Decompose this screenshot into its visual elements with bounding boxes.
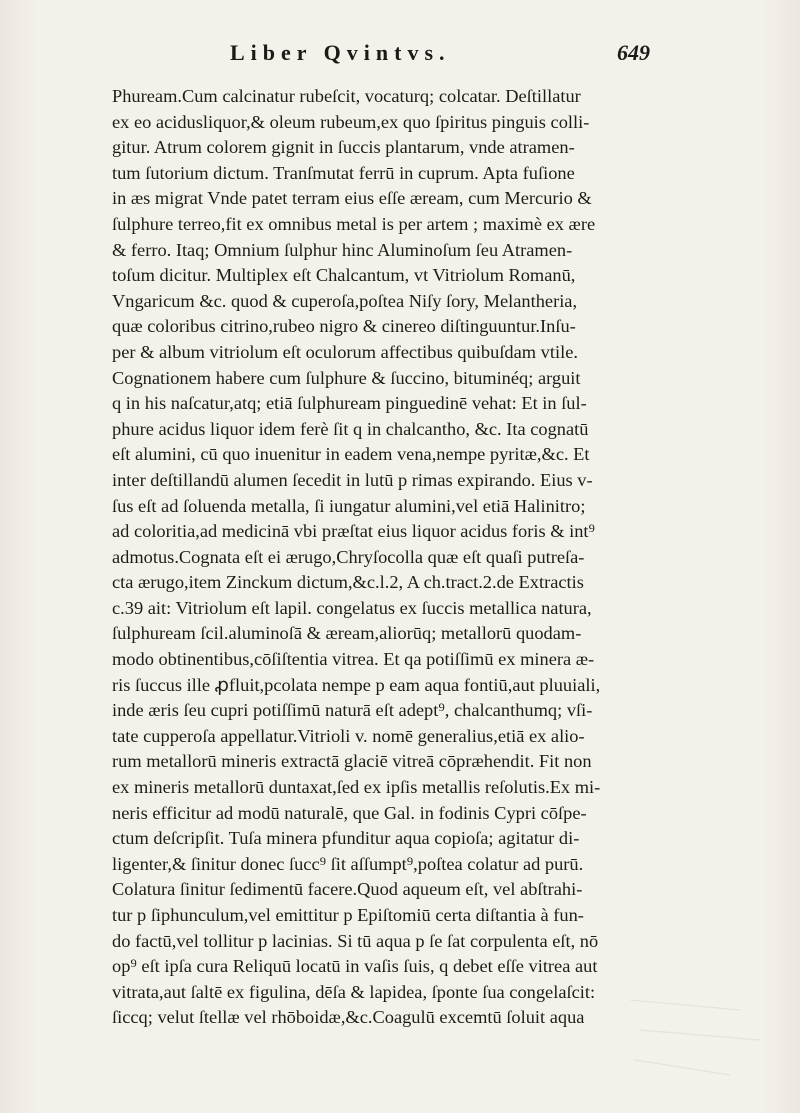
text-line: tur p ſiphunculum,vel emittitur p Epiſtomiū certa diſtantia à fun- — [112, 905, 584, 925]
text-line: rum metallorū mineris extractā glaciē vitreā cōpræhendit. Fit non — [112, 751, 592, 772]
text-line: & ferro. Itaq; Omnium ſulphur hinc Aluminoſum ſeu Atramen- — [112, 239, 573, 260]
text-line: ligenter,& ſinitur donec ſucc⁹ ſit aſſumpt⁹,poſtea colatur ad purū. — [112, 853, 584, 874]
text-line: admotus.Cognata eſt ei ærugo,Chryſocolla quæ eſt quaſi putreſa- — [112, 546, 585, 567]
running-head-title: Liber Qvintvs. — [230, 40, 451, 65]
text-line: eſt alumini, cū quo inuenitur in eadem vena,nempe pyritæ,&c. Et — [112, 444, 590, 465]
text-line: Cognationem habere cum ſulphure & ſuccino, bituminéq; arguit — [112, 367, 581, 388]
text-line: modo obtinentibus,cōſiſtentia vitrea. Et qa potiſſimū ex minera æ- — [112, 649, 595, 670]
show-through-marks — [620, 980, 770, 1090]
running-head — [230, 40, 650, 76]
text-line: quæ coloribus citrino,rubeo nigro & cinereo diſtinguuntur.Inſu- — [112, 316, 576, 337]
text-line: per & album vitriolum eſt oculorum affectibus quibuſdam vtile. — [112, 341, 578, 362]
text-line: in æs migrat Vnde patet terram eius eſſe æream, cum Mercurio & — [112, 188, 592, 209]
text-line: tum ſutorium dictum. Tranſmutat ferrū in cuprum. Apta fuſione — [112, 162, 575, 183]
text-line: ſulphuream ſcil.aluminoſā & æream,aliorūq; metallorū quodam- — [112, 623, 582, 644]
text-line: Phuream.Cum calcinatur rubeſcit, vocaturq; colcatar. Deſtillatur — [112, 86, 581, 106]
page-number: 649 — [617, 40, 650, 65]
text-line: ſulphure terreo,fit ex omnibus metal is per artem ; maximè ex ære — [112, 213, 596, 234]
text-line: q in his naſcatur,atq; etiā ſulphuream pinguedinē vehat: Et in ſul- — [112, 393, 587, 414]
text-line: vitrata,aut ſaltē ex figulina, dēſa & lapidea, ſponte ſua congelaſcit: — [112, 981, 596, 1002]
text-line: phure acidus liquor idem ferè ſit q in chalcantho, &c. Ita cognatū — [112, 418, 589, 439]
text-line: inde æris ſeu cupri potiſſimū naturā eſt adept⁹, chalcanthumq; vſi- — [112, 700, 593, 721]
text-line: ris ſuccus ille ꝓfluit,pcolata nempe p eam aqua fontiū,aut pluuiali, — [112, 674, 601, 695]
text-line: Vngaricum &c. quod & cuperoſa,poſtea Niſy ſory, Melantheria, — [112, 290, 578, 311]
text-line: gitur. Atrum colorem gignit in ſuccis plantarum, vnde atramen- — [112, 137, 575, 158]
text-line: Colatura ſinitur ſedimentū facere.Quod aqueum eſt, vel abſtrahi- — [112, 879, 583, 900]
text-line: ſiccq; velut ſtellæ vel rhōboidæ,&c.Coagulū excemtū ſoluit aqua — [112, 1007, 585, 1028]
text-line: ex mineris metallorū duntaxat,ſed ex ipſis metallis reſolutis.Ex mi- — [112, 777, 601, 798]
text-line: do factū,vel tollitur p lacinias. Si tū aqua p ſe ſat corpulenta eſt, nō — [112, 930, 599, 951]
text-line: tate cupperoſa appellatur.Vitrioli v. nomē generalius,etiā ex alio- — [112, 725, 585, 746]
text-line: cta ærugo,item Zinckum dictum,&c.l.2, A ch.tract.2.de Extractis — [112, 572, 584, 593]
text-line: c.39 ait: Vitriolum eſt lapil. congelatus ex ſuccis metallica natura, — [112, 597, 592, 618]
text-line: ctum deſcripſit. Tuſa minera pfunditur aqua copioſa; agitatur di- — [112, 828, 580, 849]
text-line: ſus eſt ad ſoluenda metalla, ſi iungatur alumini,vel etiā Halinitro; — [112, 495, 586, 516]
text-line: toſum dicitur. Multiplex eſt Chalcantum, vt Vitriolum Romanū, — [112, 265, 576, 286]
text-line: op⁹ eſt ipſa cura Reliquū locatū in vaſis ſuis, q debet eſſe vitrea aut — [112, 956, 598, 977]
text-line: ex eo acidusliquor,& oleum rubeum,ex quo ſpiritus pinguis colli- — [112, 111, 590, 132]
text-line: ad coloritia,ad medicinā vbi præſtat eius liquor acidus foris & int⁹ — [112, 521, 595, 542]
text-line: neris efficitur ad modū naturalē, que Gal. in fodinis Cypri cōſpe- — [112, 802, 587, 823]
text-line: inter deſtillandū alumen ſecedit in lutū p rimas expirando. Eius v- — [112, 469, 593, 490]
body-text — [112, 84, 752, 1031]
